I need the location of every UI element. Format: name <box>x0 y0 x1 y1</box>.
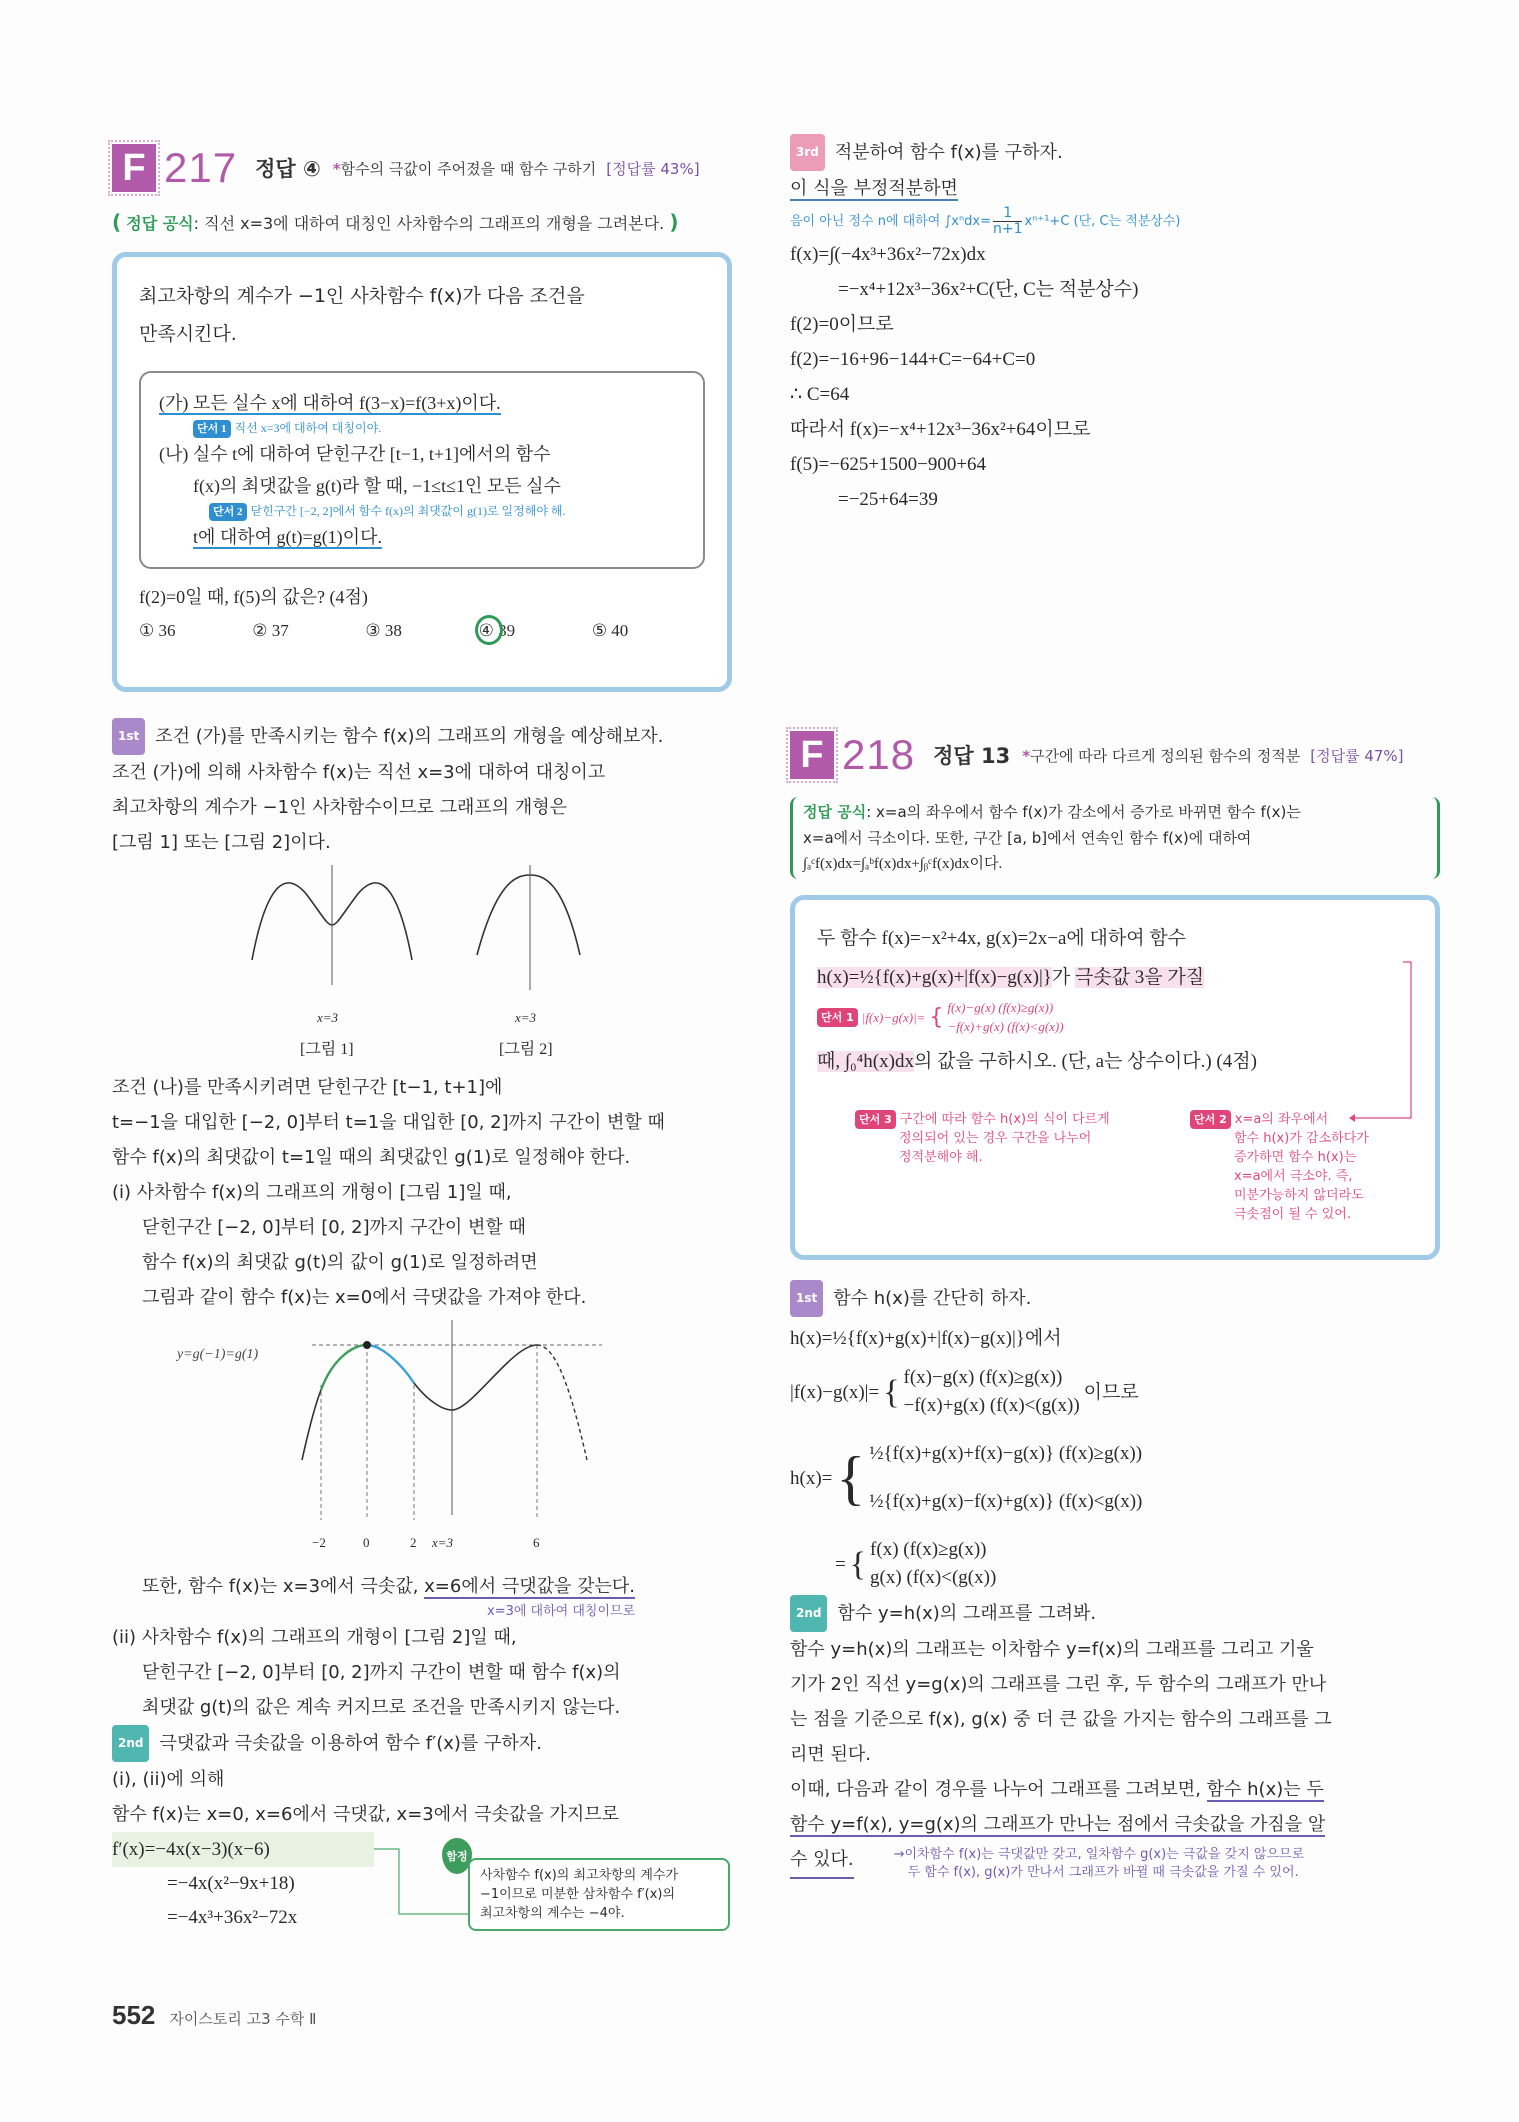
math-line: f(5)=−625+1500−900+64 <box>790 454 987 475</box>
figure-captions <box>112 1040 732 1070</box>
denominator: n+1 <box>992 221 1023 237</box>
highlighted-expression: h(x)=½{f(x)+g(x)+|f(x)−g(x)|} <box>817 967 1052 988</box>
bracket-open-icon: ( <box>112 210 122 234</box>
step-3-heading <box>790 134 1440 171</box>
topic <box>1022 745 1300 766</box>
underlined-text: 수 있다. <box>790 1842 854 1879</box>
purple-note <box>894 1846 1305 1882</box>
note-line: →이차함수 f(x)는 극댓값만 갖고, 일차함수 g(x)는 극값을 갖지 않으므로 <box>893 1847 1305 1862</box>
derivative-line: f′(x)=−4x(x−3)(x−6) <box>112 1832 374 1867</box>
formula-line: ∫ₐᶜf(x)dx=∫ₐᵇf(x)dx+∫ᵦᶜf(x)dx이다. <box>803 856 1003 872</box>
question-line: 두 함수 f(x)=−x²+4x, g(x)=2x−a에 대하여 함수 <box>817 928 1187 949</box>
question-line: 최고차항의 계수가 −1인 사차함수 f(x)가 다음 조건을 <box>139 285 585 307</box>
right-column <box>790 134 1440 1882</box>
choice-5[interactable]: ⑤ 40 <box>591 621 629 640</box>
math-line: =−25+64=39 <box>838 489 938 510</box>
step-title: 함수 y=h(x)의 그래프를 그려봐. <box>837 1603 1097 1624</box>
math-line: =−x⁴+12x³−36x²+C(단, C는 적분상수) <box>838 279 1139 300</box>
case-2-title: (ii) 사차함수 f(x)의 그래프의 개형이 [그림 2]일 때, <box>112 1627 517 1648</box>
step-badge: 2nd <box>790 1595 827 1632</box>
star-icon: * <box>332 159 341 178</box>
case-line: g(x) (f(x)<(g(x)) <box>870 1567 997 1588</box>
underlined-text: 함수 y=f(x), y=g(x)의 그래프가 만나는 점에서 극솟값을 가짐을 알 <box>790 1814 1326 1835</box>
formula-key: 정답 공식 <box>803 803 867 821</box>
case-line: ½{f(x)+g(x)−f(x)+g(x)} (f(x)<g(x)) <box>869 1491 1143 1512</box>
underlined-text: 함수 h(x)는 두 <box>1206 1779 1324 1800</box>
solution-line: 최고차항의 계수가 −1인 사차함수이므로 그래프의 개형은 <box>112 797 568 818</box>
solution-text: 이때, 다음과 같이 경우를 나누어 그래프를 그려보면, <box>790 1779 1207 1800</box>
hint-line: x=a의 좌우에서 <box>1234 1112 1329 1127</box>
problem-217-box <box>112 252 732 692</box>
math-line: f(x)=∫(−4x³+36x²−72x)dx <box>790 244 986 265</box>
formula-line: : x=a의 좌우에서 함수 f(x)가 감소에서 증가로 바뀌면 함수 f(x)는 <box>866 803 1301 821</box>
solution-line <box>790 1772 1440 1807</box>
hint-line: x=a에서 극소야. 즉, <box>1234 1169 1353 1184</box>
hint-text: 닫힌구간 [−2, 2]에서 함수 f(x)의 최댓값이 g(1)로 일정해야 해. <box>250 504 566 518</box>
callout-line: 최고차항의 계수는 −4야. <box>480 1906 625 1921</box>
figures-1-2 <box>112 860 732 1040</box>
fig1-axis-label: x=3 <box>317 1010 339 1025</box>
x-tick: −2 <box>312 1535 326 1550</box>
rule-text: xⁿ⁺¹+C (단, C는 적분상수) <box>1024 214 1181 229</box>
hint-line: 정적분해야 해. <box>899 1150 983 1165</box>
x-tick: 6 <box>533 1535 540 1550</box>
piecewise-lhs: h(x)= <box>790 1467 833 1489</box>
math-line: f(2)=0이므로 <box>790 314 894 335</box>
integration-intro: 이 식을 부정적분하면 <box>790 178 958 199</box>
step-1-heading <box>790 1280 1440 1317</box>
brace-icon: { <box>883 1373 900 1411</box>
numerator: 1 <box>993 206 1023 222</box>
solution-line: 기가 2인 직선 y=g(x)의 그래프를 그린 후, 두 함수의 그래프가 만나 <box>790 1674 1327 1695</box>
page-footer <box>112 2000 317 2031</box>
hint-badge: 단서 1 <box>193 420 231 438</box>
choice-3[interactable]: ③ 38 <box>365 621 402 640</box>
trap-callout <box>468 1858 730 1931</box>
step-badge: 1st <box>112 718 145 755</box>
integration-rule <box>790 206 1440 237</box>
problem-218-header <box>790 727 1440 783</box>
book-title: 자이스토리 고3 수학 Ⅱ <box>169 2010 317 2028</box>
fig1-caption: [그림 1] <box>300 1041 354 1058</box>
correct-rate: [정답률 47%] <box>1310 746 1404 765</box>
trap-pin-icon: 함정 <box>442 1838 472 1874</box>
highlighted-condition: 극솟값 3을 가질 <box>1075 967 1205 988</box>
step-title: 조건 (가)를 만족시키는 함수 f(x)의 그래프의 개형을 예상해보자. <box>155 726 664 747</box>
abs-piecewise <box>790 1361 1440 1423</box>
solution-line: 그림과 같이 함수 f(x)는 x=0에서 극댓값을 가져야 한다. <box>142 1287 587 1308</box>
solution-line: [그림 1] 또는 [그림 2]이다. <box>112 832 331 853</box>
hint-line: 미분가능하지 않더라도 <box>1234 1188 1364 1203</box>
problem-number: 218 <box>842 731 916 778</box>
hint-1 <box>159 419 685 438</box>
solution-line: 닫힌구간 [−2, 0]부터 [0, 2]까지 구간이 변할 때 함수 f(x)의 <box>142 1662 621 1683</box>
solution-line: 함수 y=h(x)의 그래프는 이차함수 y=f(x)의 그래프를 그리고 기울 <box>790 1639 1314 1660</box>
solution-217 <box>112 718 732 1942</box>
formula-key: 정답 공식 <box>126 214 194 233</box>
graph-y-label: y=g(−1)=g(1) <box>177 1347 259 1362</box>
condition-na-1: (나) 실수 t에 대하여 닫힌구간 [t−1, t+1]에서의 함수 <box>159 444 551 464</box>
hint-text: 직선 x=3에 대하여 대칭이야. <box>234 421 382 435</box>
solution-218 <box>790 1280 1440 1882</box>
hint-2 <box>159 502 685 521</box>
condition-box <box>139 371 705 569</box>
solution-line: 조건 (나)를 만족시키려면 닫힌구간 [t−1, t+1]에 <box>112 1077 503 1098</box>
hint-line: 극솟점이 될 수 있어. <box>1234 1207 1351 1222</box>
step-title: 적분하여 함수 f(x)를 구하자. <box>834 142 1063 163</box>
solution-line: 최댓값 g(t)의 값은 계속 커지므로 조건을 만족시키지 않는다. <box>142 1697 621 1718</box>
answer-formula <box>790 797 1440 879</box>
choice-4-selected[interactable] <box>479 621 592 641</box>
piecewise-lhs: = <box>835 1553 846 1575</box>
brace-icon: { <box>836 1444 866 1511</box>
fig2-axis-label: x=3 <box>515 1010 537 1025</box>
x-tick: x=3 <box>432 1535 454 1550</box>
hint-line: 함수 h(x)가 감소하다가 <box>1234 1131 1369 1146</box>
fraction <box>993 206 1023 237</box>
topic-text: 함수의 극값이 주어졌을 때 함수 구하기 <box>340 159 597 178</box>
step-badge: 3rd <box>790 134 825 171</box>
solution-line: 조건 (가)에 의해 사차함수 f(x)는 직선 x=3에 대하여 대칭이고 <box>112 762 606 783</box>
choice-1[interactable]: ① 36 <box>139 621 176 640</box>
answer-formula <box>112 210 732 234</box>
case-line: f(x)−g(x) (f(x)≥g(x)) <box>947 1000 1054 1015</box>
problem-number: 217 <box>164 144 238 191</box>
underlined-text: x=6에서 극댓값을 갖는다. <box>424 1576 635 1597</box>
hint-lhs: |f(x)−g(x)|= <box>861 1009 926 1025</box>
solution-line: 는 점을 기준으로 f(x), g(x) 중 더 큰 값을 가지는 함수의 그래프를 그 <box>790 1709 1332 1730</box>
solution-line: 닫힌구간 [−2, 0]부터 [0, 2]까지 구간이 변할 때 <box>142 1217 526 1238</box>
page-number: 552 <box>112 2000 156 2030</box>
case-1-title: (i) 사차함수 f(x)의 그래프의 개형이 [그림 1]일 때, <box>112 1182 512 1203</box>
step-2-heading <box>112 1725 732 1762</box>
problem-category-badge: F <box>112 144 156 192</box>
step-badge: 1st <box>790 1280 823 1317</box>
derivative-line: =−4x³+36x²−72x <box>167 1907 298 1928</box>
question-ask: f(2)=0일 때, f(5)의 값은? (4점) <box>139 587 368 607</box>
hint-badge: 단서 2 <box>209 503 247 521</box>
fig2-caption: [그림 2] <box>499 1041 553 1058</box>
case-line: f(x) (f(x)≥g(x)) <box>870 1539 987 1560</box>
h-simplified <box>790 1533 1440 1595</box>
hint-line: 구간에 따라 함수 h(x)의 식이 다르게 <box>899 1112 1110 1127</box>
step-title: 극댓값과 극솟값을 이용하여 함수 f′(x)를 구하자. <box>159 1733 542 1754</box>
hint-connector-arrow <box>1315 960 1415 1130</box>
derivative-line: =−4x(x²−9x+18) <box>167 1873 295 1894</box>
star-icon: * <box>1022 746 1031 765</box>
question-stem <box>139 277 705 353</box>
condition-na-2: f(x)의 최댓값을 g(t)라 할 때, −1≤t≤1인 모든 실수 <box>193 476 561 496</box>
piecewise-tail: 이므로 <box>1083 1381 1139 1403</box>
question-text: 가 <box>1051 967 1075 988</box>
answer-choices <box>139 621 705 641</box>
note-line: 두 함수 f(x), g(x)가 만나서 그래프가 바뀔 때 극솟값을 가질 수 있어. <box>907 1865 1299 1880</box>
also-line <box>112 1569 732 1604</box>
hint-badge: 단서 1 <box>817 1008 858 1027</box>
condition-ga: (가) 모든 실수 x에 대하여 f(3−x)=f(3+x)이다. <box>159 393 501 413</box>
step-1-heading <box>112 718 732 755</box>
step-2-heading <box>790 1595 1440 1632</box>
condition-na-3: t에 대하여 g(t)=g(1)이다. <box>193 527 382 547</box>
bracket-close-icon: ) <box>669 210 679 234</box>
case-line: ½{f(x)+g(x)+f(x)−g(x)} (f(x)≥g(x)) <box>869 1443 1143 1464</box>
problem-218-box <box>790 895 1440 1260</box>
highlighted-integral: 때, ∫₀⁴h(x)dx <box>817 1051 914 1072</box>
math-line: f(2)=−16+96−144+C=−64+C=0 <box>790 349 1036 370</box>
brace-icon: { <box>929 1004 944 1030</box>
symmetry-note: x=3에 대하여 대칭이므로 <box>487 1604 636 1619</box>
correct-rate: [정답률 43%] <box>606 159 700 178</box>
case-line: f(x)−g(x) (f(x)≥g(x)) <box>903 1367 1063 1388</box>
hint-3 <box>855 1110 1110 1167</box>
solution-line: 함수 f(x)는 x=0, x=6에서 극댓값, x=3에서 극솟값을 가지므로 <box>112 1804 620 1825</box>
choice-label: ④ 39 <box>478 621 516 640</box>
problem-category-badge: F <box>790 731 834 779</box>
hint-line: 정의되어 있는 경우 구간을 나누어 <box>899 1131 1092 1146</box>
case-line: −f(x)+g(x) (f(x)<g(x)) <box>947 1019 1064 1034</box>
solution-graph <box>112 1315 732 1565</box>
math-line: ∴ C=64 <box>790 384 850 405</box>
formula-line: x=a에서 극소이다. 또한, 구간 [a, b]에서 연속인 함수 f(x)에 대하여 <box>803 829 1252 847</box>
conclusion-row <box>790 1842 1440 1882</box>
x-tick: 2 <box>410 1535 417 1550</box>
hint-badge: 단서 3 <box>855 1110 896 1129</box>
solution-line: t=−1을 대입한 [−2, 0]부터 t=1을 대입한 [0, 2]까지 구간이 변할 때 <box>112 1112 665 1133</box>
math-line: h(x)=½{f(x)+g(x)+|f(x)−g(x)|}에서 <box>790 1328 1062 1349</box>
choice-2[interactable]: ② 37 <box>252 621 289 640</box>
hint-badge: 단서 2 <box>1190 1110 1231 1129</box>
callout-line: 사차함수 f(x)의 최고차항의 계수가 <box>480 1868 679 1883</box>
brace-icon: { <box>849 1545 867 1583</box>
question-text: 의 값을 구하시오. (단, a는 상수이다.) (4점) <box>913 1051 1257 1072</box>
answer-label: 정답 ④ <box>255 157 321 181</box>
derivative-block <box>112 1832 732 1942</box>
solution-217-continued <box>790 134 1440 517</box>
x-tick: 0 <box>363 1535 370 1550</box>
topic-text: 구간에 따라 다르게 정의된 함수의 정적분 <box>1030 746 1301 765</box>
selected-circle-icon <box>475 615 503 645</box>
answer-label: 정답 13 <box>933 744 1011 768</box>
callout-line: −1이므로 미분한 삼차함수 f′(x)의 <box>480 1887 676 1902</box>
shape-figures <box>112 860 732 1040</box>
topic <box>333 158 597 179</box>
math-line: 따라서 f(x)=−x⁴+12x³−36x²+64이므로 <box>790 419 1091 440</box>
h-piecewise <box>790 1423 1440 1533</box>
solution-line: 리면 된다. <box>790 1744 871 1765</box>
problem-217-header <box>112 140 732 196</box>
solution-line: 함수 f(x)의 최댓값 g(t)의 값이 g(1)로 일정하려면 <box>142 1252 538 1273</box>
hint-line: 증가하면 함수 h(x)는 <box>1234 1150 1357 1165</box>
left-column <box>112 140 732 1942</box>
rule-text: 음이 아닌 정수 n에 대하여 ∫xⁿdx= <box>790 214 991 229</box>
case-line: −f(x)+g(x) (f(x)<(g(x)) <box>903 1395 1080 1416</box>
step-badge: 2nd <box>112 1725 149 1762</box>
question-line: 만족시킨다. <box>139 323 237 345</box>
solution-line: 함수 f(x)의 최댓값이 t=1일 때의 최댓값인 g(1)로 일정해야 한다. <box>112 1147 631 1168</box>
piecewise-lhs: |f(x)−g(x)|= <box>790 1381 880 1403</box>
solution-line: (i), (ii)에 의해 <box>112 1769 225 1790</box>
solution-text: 또한, 함수 f(x)는 x=3에서 극솟값, <box>142 1576 425 1597</box>
formula-text: : 직선 x=3에 대하여 대칭인 사차함수의 그래프의 개형을 그려본다. <box>193 214 665 233</box>
step-title: 함수 h(x)를 간단히 하자. <box>833 1288 1032 1309</box>
